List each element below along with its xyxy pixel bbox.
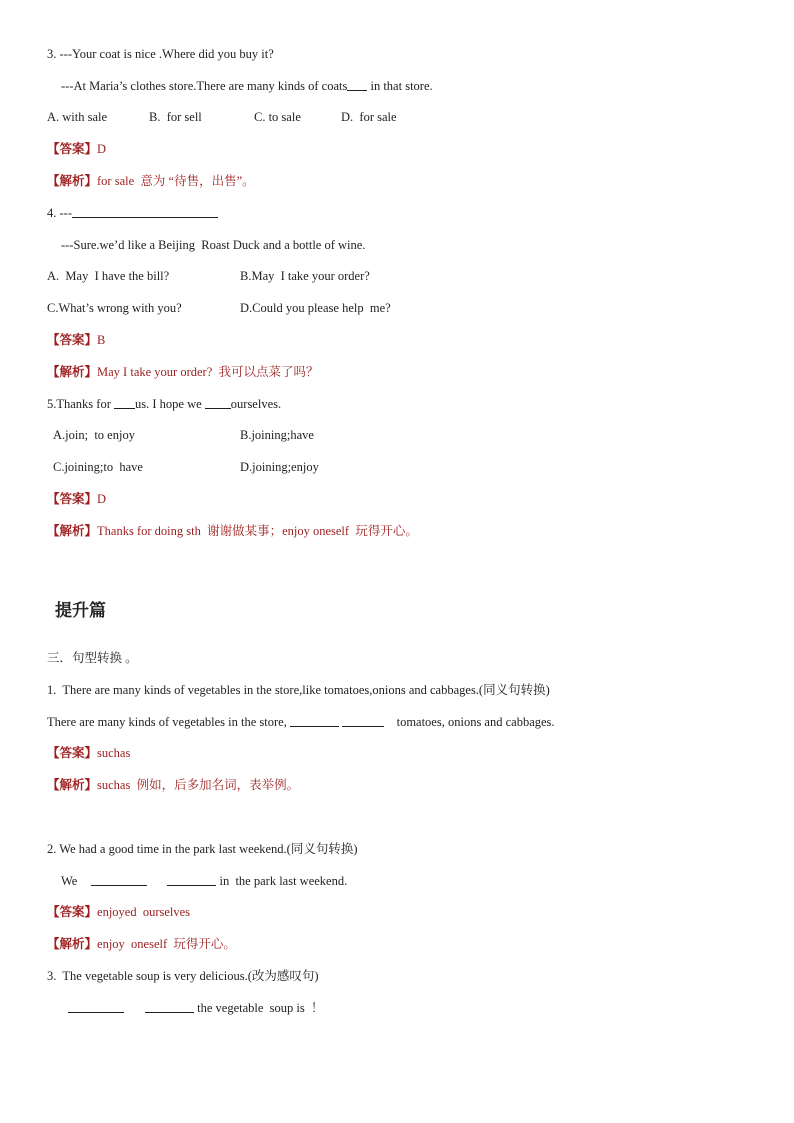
q4-option-c: C.What’s wrong with you? [47,301,182,315]
q3-option-a: A. with sale [47,110,108,124]
s3-blank-1[interactable] [68,1000,124,1013]
s3-rewrite-tail: the vegetable soup is ！ [194,1001,324,1015]
q5-text-1: 5.Thanks for [47,397,114,411]
q5-text-2: us. I hope we [135,397,205,411]
q4-option-d: D.Could you please help me? [240,301,391,315]
q5-analysis [47,523,418,539]
s3-blank-2[interactable] [145,1000,194,1013]
q5-blank-2[interactable] [205,396,231,409]
q3-analysis-text: for sale 意为 “待售，出售”。 [97,174,255,188]
s1-rewrite-tail: tomatoes, onions and cabbages. [384,715,555,729]
q4-reply: ---Sure.we’d like a Beijing Roast Duck and a bottle of wine. [61,238,366,252]
analysis-tag: 【解析】 [47,778,98,792]
q5-text-3: ourselves. [230,397,282,411]
s1-answer-value: suchas [97,746,131,760]
analysis-tag: 【解析】 [47,524,98,538]
q3-answer [47,141,106,157]
s2-rewrite-we: We [61,874,78,888]
q3-option-d: D. for sale [341,110,397,124]
q4-question-text: 4. --- [47,206,72,220]
q5-analysis-text: Thanks for doing sth 谢谢做某事；enjoy oneself 玩得开心。 [97,524,418,538]
s2-analysis [47,936,236,952]
q4-answer-value: B [97,333,106,347]
s2-answer [47,904,190,920]
analysis-tag: 【解析】 [47,937,98,951]
s2-question: 2. We had a good time in the park last weekend.(同义句转换) [47,842,358,856]
q4-analysis-text: May I take your order? 我可以点菜了吗？ [97,365,319,379]
q3-option-c: C. to sale [254,110,301,124]
q5-answer [47,491,106,507]
part-heading: 三．句型转换 。 [47,651,138,665]
s1-analysis-text: suchas 例如，后多加名词，表举例。 [97,778,300,792]
q5-option-c: C.joining;to have [53,460,143,474]
q3-reply-tail: in that store. [367,79,433,93]
q3-analysis [47,173,255,189]
s1-rewrite-text: There are many kinds of vegetables in the store, [47,715,290,729]
analysis-tag: 【解析】 [47,174,98,188]
q3-answer-value: D [97,142,107,156]
s2-rewrite-tail: in the park last weekend. [216,874,348,888]
q3-reply-text: ---At Maria’s clothes store.There are many kinds of coats [61,79,348,93]
q4-answer [47,332,105,348]
answer-tag: 【答案】 [47,333,98,347]
s1-question: 1. There are many kinds of vegetables in the store,like tomatoes,onions and cabbages.(同义句转换) [47,683,550,697]
q5-option-d: D.joining;enjoy [240,460,319,474]
s2-blank-2[interactable] [167,873,216,886]
answer-tag: 【答案】 [47,142,98,156]
analysis-tag: 【解析】 [47,365,98,379]
s2-rewrite [61,873,347,889]
s1-rewrite [47,714,555,730]
q3-option-b: B. for sell [149,110,202,124]
q3-blank[interactable] [347,78,367,91]
q4-analysis [47,364,319,380]
q4-question [47,205,218,221]
q3-question: 3. ---Your coat is nice .Where did you buy it? [47,47,274,61]
q5-answer-value: D [97,492,107,506]
s2-answer-value: enjoyed ourselves [97,905,191,919]
q5-question [47,396,281,412]
answer-tag: 【答案】 [47,905,98,919]
s1-answer [47,745,130,761]
q4-blank[interactable] [72,205,218,218]
s2-analysis-text: enjoy oneself 玩得开心。 [97,937,236,951]
s3-question: 3. The vegetable soup is very delicious.(改为感叹句) [47,969,319,983]
s3-rewrite [68,1000,324,1016]
answer-tag: 【答案】 [47,746,98,760]
s1-analysis [47,777,299,793]
q4-option-a: A. May I have the bill? [47,269,170,283]
s2-blank-1[interactable] [91,873,147,886]
s1-blank-1[interactable] [290,714,339,727]
answer-tag: 【答案】 [47,492,98,506]
q5-option-b: B.joining;have [240,428,314,442]
q4-option-b: B.May I take your order? [240,269,370,283]
q5-blank-1[interactable] [114,396,135,409]
q3-reply [61,78,433,94]
s1-blank-2[interactable] [342,714,384,727]
q5-option-a: A.join; to enjoy [53,428,135,442]
section-title: 提升篇 [55,601,106,620]
